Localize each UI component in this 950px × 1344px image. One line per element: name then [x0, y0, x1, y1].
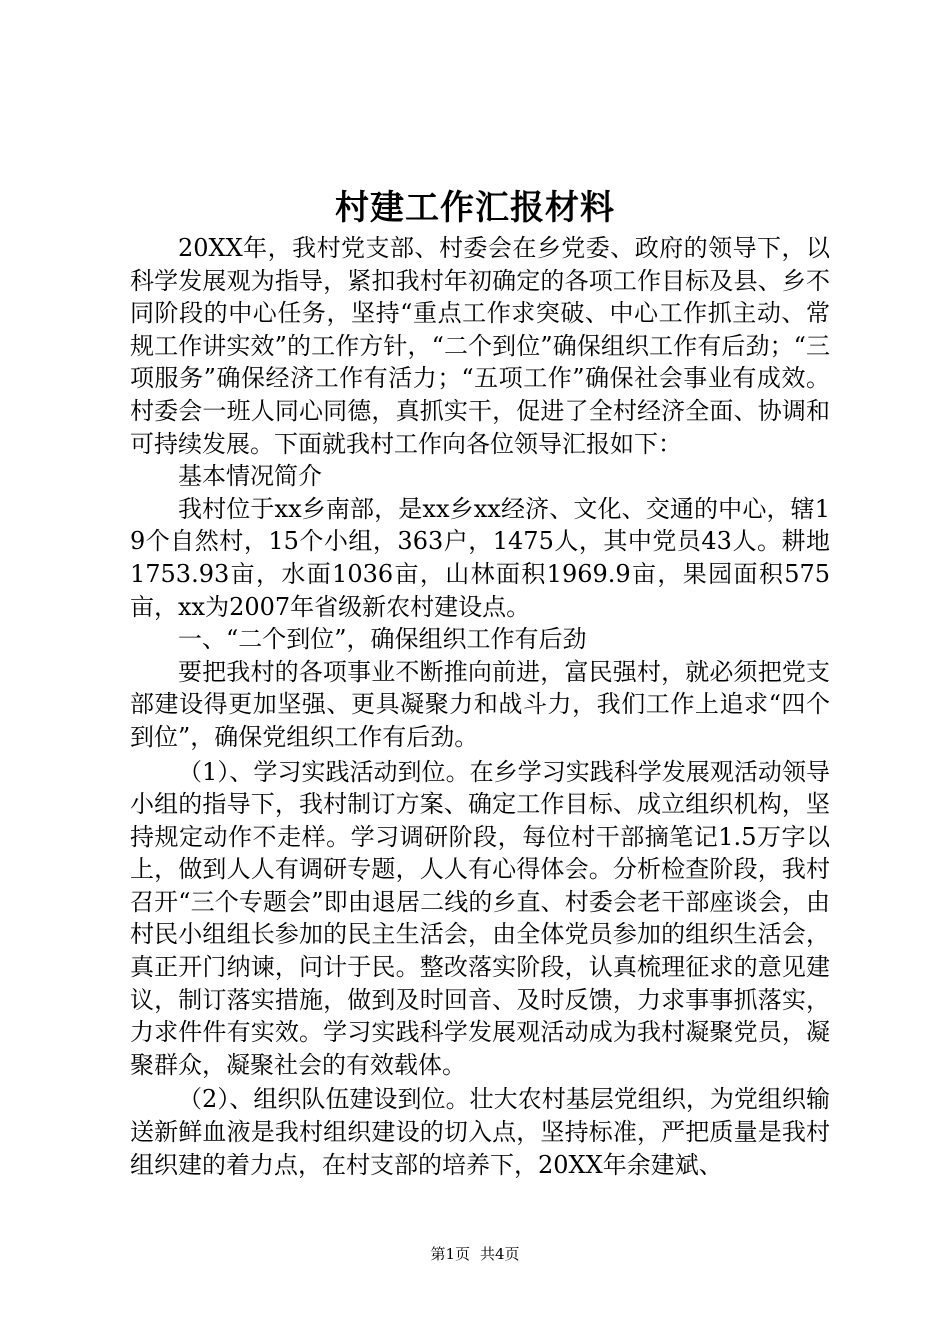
section-heading-basic-info: 基本情况简介: [178, 462, 322, 491]
page-number: 第1页: [430, 1245, 470, 1263]
paragraph-basic-info: 我村位于xx乡南部，是xx乡xx经济、文化、交通的中心，辖19个自然村，15个小组，363户，1475人，其中党员43人。耕地1753.93亩，水面1036亩，山林面积1969.9亩，果园面积575亩，xx为2007年省级新农村建设点。: [130, 494, 830, 621]
document-title: 村建工作汇报材料: [335, 188, 615, 228]
paragraph-item-1: （1）、学习实践活动到位。在乡学习实践科学发展观活动领导小组的指导下，我村制订方案、确定工作目标、成立组织机构，坚持规定动作不走样。学习调研阶段，每位村干部摘笔记1.5万字以上，做到人人有调研专题，人人有心得体会。分析检查阶段，我村召开“三个专题会”即由退居二线的乡直、村委会老干部座谈会，由村民小组组长参加的民主生活会，由全体党员参加的组织生活会，真正开门纳谏，问计于民。整改落实阶段，认真梳理征求的意见建议，制订落实措施，做到及时回音、及时反馈，力求事事抓落实，力求件件有实效。学习实践科学发展观活动成为我村凝聚党员，凝聚群众，凝聚社会的有效载体。: [130, 757, 830, 1079]
section-heading-one: 一、“二个到位”，确保组织工作有后劲: [178, 625, 587, 654]
document-body: [130, 232, 830, 1181]
page-footer: [0, 1244, 950, 1264]
page-total: 共4页: [480, 1245, 520, 1263]
paragraph-intro: 20XX年，我村党支部、村委会在乡党委、政府的领导下，以科学发展观为指导，紧扣我村年初确定的各项工作目标及县、乡不同阶段的中心任务，坚持“重点工作求突破、中心工作抓主动、常规工作讲实效”的工作方针，“二个到位”确保组织工作有后劲；“三项服务”确保经济工作有活力；“五项工作”确保社会事业有成效。村委会一班人同心同德，真抓实干，促进了全村经济全面、协调和可持续发展。下面就我村工作向各位领导汇报如下：: [130, 234, 830, 458]
paragraph-item-2: （2）、组织队伍建设到位。壮大农村基层党组织，为党组织输送新鲜血液是我村组织建设的切入点，坚持标准，严把质量是我村组织建的着力点，在村支部的培养下，20XX年余建斌、: [130, 1085, 830, 1179]
paragraph-section-one: 要把我村的各项事业不断推向前进，富民强村，就必须把党支部建设得更加坚强、更具凝聚力和战斗力，我们工作上追求“四个到位”，确保党组织工作有后劲。: [130, 657, 830, 751]
